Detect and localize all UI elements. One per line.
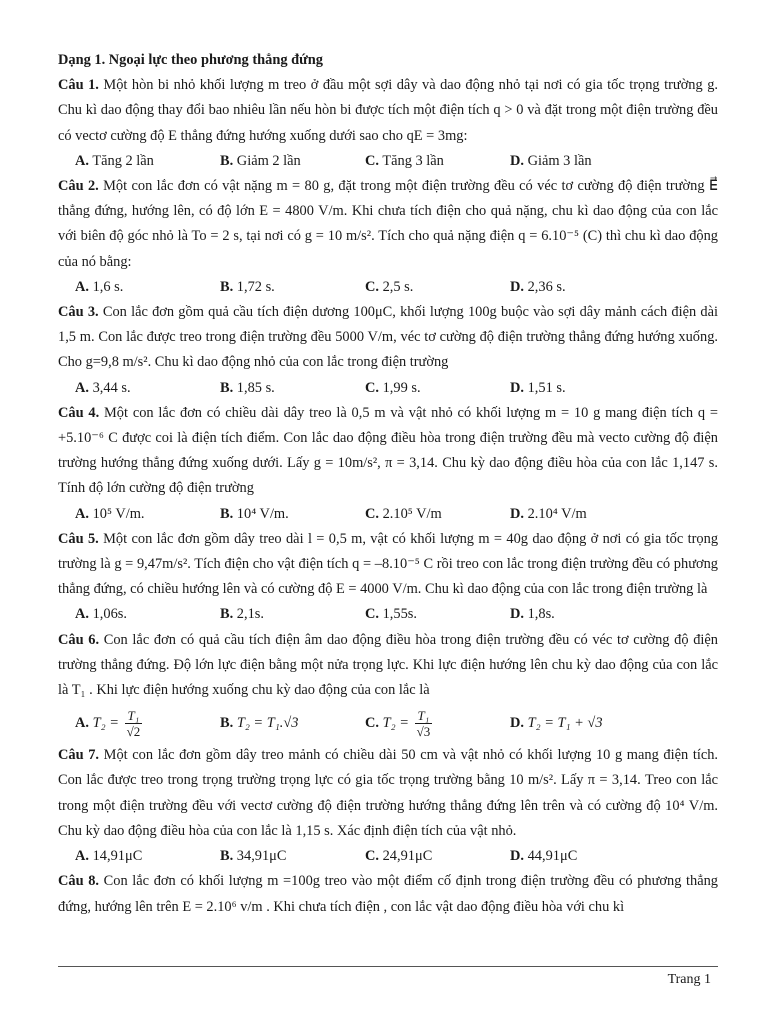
answer-options <box>58 275 718 300</box>
option-c[interactable]: C. T₂ = $\frac{\text{T₁}}{√3}$ <box>365 708 510 739</box>
option-b[interactable]: B. 10⁴ V/m. <box>220 505 289 522</box>
question-7 <box>58 743 718 844</box>
option-b[interactable]: B. 2,1s. <box>220 606 264 623</box>
answer-options <box>58 502 718 527</box>
question-5 <box>58 527 718 603</box>
footer-divider <box>58 966 718 967</box>
option-c[interactable]: C. 24,91μC <box>365 848 433 865</box>
question-2 <box>58 174 718 275</box>
question-label: Câu 1. <box>58 77 99 94</box>
option-c[interactable]: C. 1,55s. <box>365 606 417 623</box>
option-d[interactable]: D. 2.10⁴ V/m <box>510 505 587 522</box>
option-a[interactable]: A. 1,6 s. <box>75 278 124 295</box>
option-c[interactable]: C. 1,99 s. <box>365 379 421 396</box>
section-title: Dạng 1. Ngoại lực theo phương thẳng đứng <box>58 52 323 68</box>
answer-options <box>58 602 718 627</box>
question-text: Một con lắc đơn có chiều dài dây treo là 0,5 m và vật nhỏ có khối lượng m = 10 g mang điện tích q = +5.10⁻⁶ C được coi là điện tích điểm. Con lắc dao động điều hòa trong điện trường đều mà vecto cường độ điện trường hướng thẳng đứng xuống dưới. Lấy g = 10m/s², π = 3,14. Chu kỳ dao động điều hòa của con lắc 1,147 s. Tính độ lớn cường độ điện trường <box>58 404 719 497</box>
question-3 <box>58 300 718 376</box>
option-d[interactable]: D. 1,8s. <box>510 606 555 623</box>
question-8 <box>58 869 718 919</box>
answer-options <box>58 149 718 174</box>
question-text: Một con lắc đơn có vật nặng m = 80 g, đặt trong một điện trường đều có véc tơ cường độ điện trường E⃗ thẳng đứng, hướng lên, có độ lớn E = 4800 V/m. Khi chưa tích điện cho quả nặng, chu kì dao động của con lắc với biên độ góc nhỏ là To = 2 s, tại nơi có g = 10 m/s². Tích cho quả nặng điện q = 6.10⁻⁵ (C) thì chu kì dao động của nó bằng: <box>58 178 718 270</box>
question-label: Câu 2. <box>58 178 99 195</box>
question-text: Con lắc đơn gồm quả cầu tích điện dương 100μC, khối lượng 100g buộc vào sợi dây mảnh cách điện dài 1,5 m. Con lắc được treo trong điện trường đều 5000 V/m, véc tơ cường độ điện trường thẳng đứng hướng xuống. Cho g=9,8 m/s². Chu kì dao động nhỏ của con lắc trong điện trường <box>58 304 718 371</box>
option-b[interactable]: B. T₂ = T₁.√3 <box>220 714 299 731</box>
option-d[interactable]: D. 1,51 s. <box>510 379 566 396</box>
question-1 <box>58 73 718 149</box>
question-label: Câu 6. <box>58 631 100 648</box>
question-6 <box>58 628 718 704</box>
option-d[interactable]: D. T₂ = T₁ + √3 <box>510 714 603 731</box>
fraction: $\frac{\text{T₁}}{√2}$ <box>125 708 143 739</box>
option-b[interactable]: B. 1,85 s. <box>220 379 275 396</box>
answer-options <box>58 703 718 743</box>
option-c[interactable]: C. 2.10⁵ V/m <box>365 505 442 522</box>
option-b[interactable]: B. 34,91μC <box>220 848 287 865</box>
question-text: Con lắc đơn có khối lượng m =100g treo vào một điểm cố định trong điện trường đều có phương thẳng đứng, hướng lên trên E = 2.10⁶ v/m . Khi chưa tích điện , con lắc vật dao động điều hòa với chu kì <box>58 873 718 915</box>
question-text: Một hòn bi nhỏ khối lượng m treo ở đầu một sợi dây và dao động nhỏ tại nơi có gia tốc trọng trường g. Chu kì dao động thay đổi bao nhiêu lần nếu hòn bi được tích một điện tích q > 0 và đặt trong một điện trường đều có vectơ cường độ E thẳng đứng hướng xuống dưới sao cho qE = 3mg: <box>58 77 718 144</box>
option-c[interactable]: C. 2,5 s. <box>365 278 414 295</box>
fraction: $\frac{\text{T₁}}{√3}$ <box>415 708 433 739</box>
option-a[interactable]: A. T₂ = $\frac{\text{T₁}}{√2}$ <box>75 708 220 739</box>
answer-options <box>58 376 718 401</box>
document-page <box>58 48 718 920</box>
question-text: Con lắc đơn có quả cầu tích điện âm dao động điều hòa trong điện trường đều có véc tơ cường độ điện trường thẳng đứng. Độ lớn lực điện bằng một nửa trọng lực. Khi lực điện hướng lên chu kỳ dao động của con lắc là T₁ . Khi lực điện hướng xuống chu kỳ dao động của con lắc là <box>58 631 718 699</box>
option-a[interactable]: A. Tăng 2 lần <box>75 152 154 169</box>
answer-options <box>58 844 718 869</box>
option-d[interactable]: D. Giảm 3 lần <box>510 152 592 169</box>
option-c[interactable]: C. Tăng 3 lần <box>365 152 444 169</box>
question-label: Câu 8. <box>58 873 100 890</box>
option-a[interactable]: A. 1,06s. <box>75 606 127 623</box>
question-label: Câu 4. <box>58 404 100 421</box>
option-a[interactable]: A. 14,91μC <box>75 848 143 865</box>
question-text: Một con lắc đơn gồm dây treo mảnh có chiều dài 50 cm và vật nhỏ có khối lượng 10 g mang điện tích. Con lắc được treo trong trọng trường trọng lực có gia tốc trọng trường bằng 10 m/s². Lấy π = 3,14. Treo con lắc trong một điện trường đều với vectơ cường độ điện trường hướng thẳng đứng lên trên và có cường độ 10⁴ V/m. Chu kỳ dao động điều hòa của con lắc là 1,15 s. Xác định điện tích của vật nhỏ. <box>58 747 718 839</box>
question-4 <box>58 401 718 502</box>
question-label: Câu 5. <box>58 530 99 547</box>
option-d[interactable]: D. 2,36 s. <box>510 278 566 295</box>
question-label: Câu 7. <box>58 747 100 764</box>
option-b[interactable]: B. Giảm 2 lần <box>220 152 301 169</box>
option-d[interactable]: D. 44,91μC <box>510 848 578 865</box>
option-a[interactable]: A. 3,44 s. <box>75 379 131 396</box>
option-a[interactable]: A. 10⁵ V/m. <box>75 505 145 522</box>
question-label: Câu 3. <box>58 304 99 321</box>
page-number: Trang 1 <box>667 972 711 987</box>
option-b[interactable]: B. 1,72 s. <box>220 278 275 295</box>
question-text: Một con lắc đơn gồm dây treo dài l = 0,5 m, vật có khối lượng m = 40g dao động ở nơi có gia tốc trọng trường là g = 9,47m/s². Tích điện cho vật điện tích q = –8.10⁻⁵ C rồi treo con lắc trong điện trường đều có phương thẳng đứng, có chiều hướng lên và có cường độ E = 4000 V/m. Chu kì dao động của con lắc trong điện trường là <box>58 530 719 598</box>
